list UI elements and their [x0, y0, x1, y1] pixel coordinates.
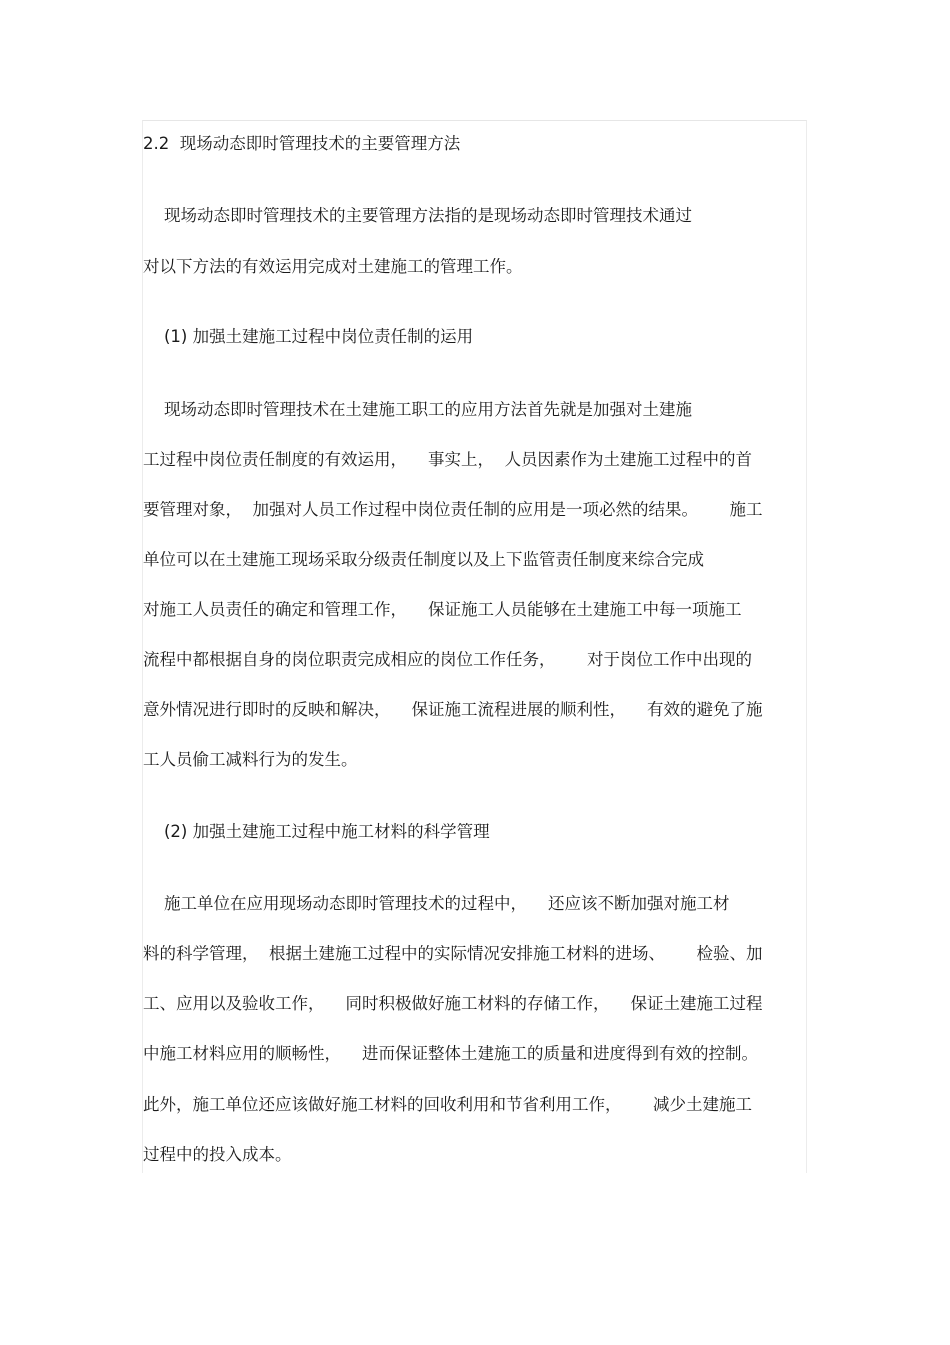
text-line: 现场动态即时管理技术的主要管理方法指的是现场动态即时管理技术通过: [143, 206, 692, 225]
subheading-line: (1) 加强土建施工过程中岗位责任制的运用: [143, 327, 474, 346]
text-line: 单位可以在土建施工现场采取分级责任制度以及上下监管责任制度来综合完成: [143, 550, 704, 569]
text-line: 现场动态即时管理技术在土建施工职工的应用方法首先就是加强对土建施: [143, 400, 692, 419]
text-line: 意外情况进行即时的反映和解决， 保证施工流程进展的顺利性， 有效的避免了施: [143, 700, 763, 719]
text-line: 过程中的投入成本。: [143, 1145, 292, 1164]
text-line: 工、应用以及验收工作， 同时积极做好施工材料的存储工作， 保证土建施工过程: [143, 994, 763, 1013]
section-heading: 2.2 现场动态即时管理技术的主要管理方法: [143, 134, 461, 153]
subheading-line: (2) 加强土建施工过程中施工材料的科学管理: [143, 822, 490, 841]
text-line: 对以下方法的有效运用完成对土建施工的管理工作。: [143, 257, 523, 276]
text-line: 工过程中岗位责任制度的有效运用， 事实上， 人员因素作为土建施工过程中的首: [143, 450, 752, 469]
text-line: 流程中都根据自身的岗位职责完成相应的岗位工作任务， 对于岗位工作中出现的: [143, 650, 752, 669]
text-line: 对施工人员责任的确定和管理工作， 保证施工人员能够在土建施工中每一项施工: [143, 600, 742, 619]
text-line: 工人员偷工减料行为的发生。: [143, 750, 358, 769]
text-line: 此外，施工单位还应该做好施工材料的回收利用和节省利用工作， 减少土建施工: [143, 1095, 752, 1114]
text-line: 中施工材料应用的顺畅性， 进而保证整体土建施工的质量和进度得到有效的控制。: [143, 1044, 758, 1063]
text-line: 施工单位在应用现场动态即时管理技术的过程中， 还应该不断加强对施工材: [143, 894, 730, 913]
text-line: 料的科学管理， 根据土建施工过程中的实际情况安排施工材料的进场、 检验、加: [143, 944, 763, 963]
text-line: 要管理对象， 加强对人员工作过程中岗位责任制的应用是一项必然的结果。 施工: [143, 500, 763, 519]
